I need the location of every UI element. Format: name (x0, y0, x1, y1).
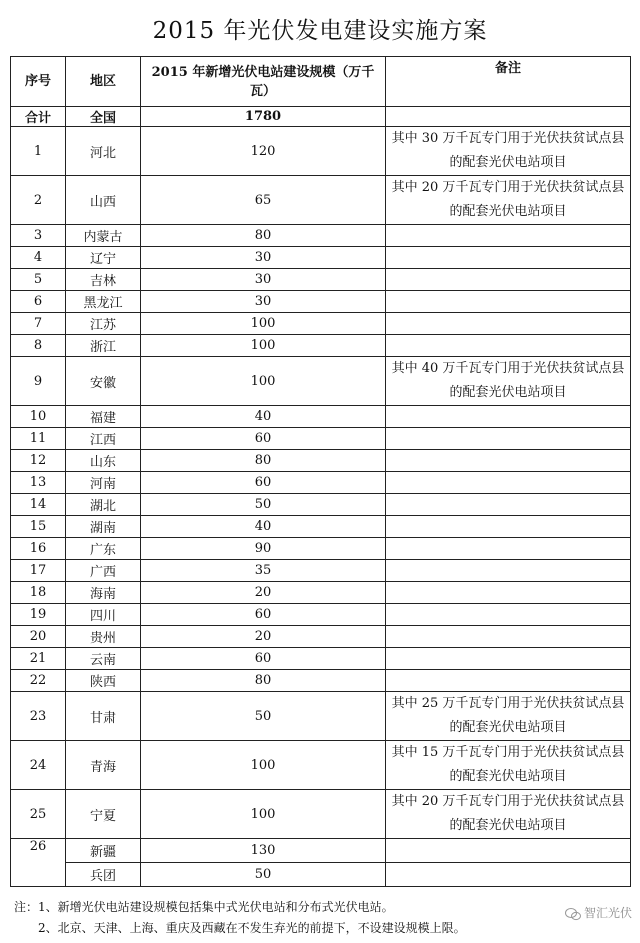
row-scale: 40 (141, 516, 386, 538)
table-row (11, 604, 631, 626)
total-row (11, 107, 631, 127)
table-row (11, 406, 631, 428)
row-note (386, 428, 631, 450)
row-note: 其中 15 万千瓦专门用于光伏扶贫试点县的配套光伏电站项目 (386, 741, 631, 790)
row-scale: 100 (141, 335, 386, 357)
row-seq: 11 (11, 428, 66, 450)
row-region: 贵州 (66, 626, 141, 648)
row-scale: 90 (141, 538, 386, 560)
row-note: 其中 30 万千瓦专门用于光伏扶贫试点县的配套光伏电站项目 (386, 127, 631, 176)
row-note: 其中 25 万千瓦专门用于光伏扶贫试点县的配套光伏电站项目 (386, 692, 631, 741)
row-scale: 50 (141, 692, 386, 741)
row-note: 其中 20 万千瓦专门用于光伏扶贫试点县的配套光伏电站项目 (386, 790, 631, 839)
header-region: 地区 (66, 57, 141, 107)
row-region: 浙江 (66, 335, 141, 357)
table-row (11, 692, 631, 741)
row-scale: 100 (141, 790, 386, 839)
row-seq: 6 (11, 291, 66, 313)
total-scale: 1780 (141, 107, 386, 127)
row-scale: 50 (141, 494, 386, 516)
table-row (11, 648, 631, 670)
row-region: 湖北 (66, 494, 141, 516)
plan-table (10, 56, 631, 887)
wechat-icon (565, 907, 581, 921)
row-region: 安徽 (66, 357, 141, 406)
row-note (386, 839, 631, 863)
watermark-text: 智汇光伏 (583, 906, 632, 920)
header-scale: 2015 年新增光伏电站建设规模（万千瓦） (141, 57, 386, 107)
row-region: 山西 (66, 176, 141, 225)
total-note (386, 107, 631, 127)
row-seq: 10 (11, 406, 66, 428)
row-note (386, 538, 631, 560)
row-note: 其中 20 万千瓦专门用于光伏扶贫试点县的配套光伏电站项目 (386, 176, 631, 225)
table-row (11, 269, 631, 291)
row-region: 陕西 (66, 670, 141, 692)
watermark (565, 904, 632, 921)
table-header-row (11, 57, 631, 107)
header-seq: 序号 (11, 57, 66, 107)
table-row (11, 247, 631, 269)
row-region: 海南 (66, 582, 141, 604)
table-row (11, 790, 631, 839)
row-scale: 130 (141, 839, 386, 863)
row-scale: 100 (141, 357, 386, 406)
row-scale: 35 (141, 560, 386, 582)
row-scale: 60 (141, 604, 386, 626)
row-seq: 5 (11, 269, 66, 291)
row-scale: 40 (141, 406, 386, 428)
row-seq: 3 (11, 225, 66, 247)
row-note (386, 406, 631, 428)
table-row (11, 741, 631, 790)
row-note (386, 560, 631, 582)
row-scale: 60 (141, 648, 386, 670)
row-seq: 18 (11, 582, 66, 604)
table-row (11, 357, 631, 406)
row-seq: 7 (11, 313, 66, 335)
row-note (386, 335, 631, 357)
row-scale: 120 (141, 127, 386, 176)
row-seq: 20 (11, 626, 66, 648)
row-note (386, 247, 631, 269)
table-row (11, 538, 631, 560)
row-scale: 30 (141, 247, 386, 269)
row-note (386, 648, 631, 670)
row-seq: 22 (11, 670, 66, 692)
row-scale: 20 (141, 582, 386, 604)
row-seq: 15 (11, 516, 66, 538)
row-seq: 19 (11, 604, 66, 626)
row-region: 新疆 (66, 839, 141, 863)
row-seq: 12 (11, 450, 66, 472)
row-scale: 30 (141, 269, 386, 291)
total-label: 合计 (11, 107, 66, 127)
row-scale: 100 (141, 741, 386, 790)
row-note (386, 604, 631, 626)
row-seq: 13 (11, 472, 66, 494)
table-row (11, 582, 631, 604)
row-seq: 26 (11, 839, 66, 887)
row-region: 广西 (66, 560, 141, 582)
row-note (386, 516, 631, 538)
row-region: 云南 (66, 648, 141, 670)
table-row (11, 494, 631, 516)
row-scale: 100 (141, 313, 386, 335)
table-row (11, 560, 631, 582)
row-scale: 80 (141, 225, 386, 247)
row-note (386, 313, 631, 335)
table-row (11, 626, 631, 648)
table-row (11, 670, 631, 692)
table-row (11, 428, 631, 450)
row-scale: 80 (141, 670, 386, 692)
table-row (11, 472, 631, 494)
row-scale: 60 (141, 472, 386, 494)
row-seq: 24 (11, 741, 66, 790)
row-seq: 17 (11, 560, 66, 582)
row-region: 广东 (66, 538, 141, 560)
row-seq: 1 (11, 127, 66, 176)
table-row (11, 313, 631, 335)
row-region: 福建 (66, 406, 141, 428)
row-region: 山东 (66, 450, 141, 472)
row-note (386, 626, 631, 648)
row-seq: 16 (11, 538, 66, 560)
row-note (386, 291, 631, 313)
row-note (386, 472, 631, 494)
row-scale: 80 (141, 450, 386, 472)
row-region: 兵团 (66, 863, 141, 887)
row-seq: 25 (11, 790, 66, 839)
row-region: 黑龙江 (66, 291, 141, 313)
row-note (386, 582, 631, 604)
total-region: 全国 (66, 107, 141, 127)
table-row (11, 335, 631, 357)
footnote-1: 注：1、新增光伏电站建设规模包括集中式光伏电站和分布式光伏电站。 (14, 900, 394, 914)
row-region: 吉林 (66, 269, 141, 291)
row-scale: 30 (141, 291, 386, 313)
row-seq: 21 (11, 648, 66, 670)
row-region: 宁夏 (66, 790, 141, 839)
row-region: 江西 (66, 428, 141, 450)
table-row (11, 127, 631, 176)
row-scale: 65 (141, 176, 386, 225)
table-row (11, 516, 631, 538)
row-region: 江苏 (66, 313, 141, 335)
row-region: 河北 (66, 127, 141, 176)
row-region: 辽宁 (66, 247, 141, 269)
row-region: 青海 (66, 741, 141, 790)
row-region: 河南 (66, 472, 141, 494)
table-row (11, 450, 631, 472)
row-note (386, 450, 631, 472)
row-region: 湖南 (66, 516, 141, 538)
table-row (11, 863, 631, 887)
row-note: 其中 40 万千瓦专门用于光伏扶贫试点县的配套光伏电站项目 (386, 357, 631, 406)
row-region: 四川 (66, 604, 141, 626)
table-row (11, 839, 631, 863)
row-note (386, 269, 631, 291)
row-seq: 4 (11, 247, 66, 269)
table-row (11, 291, 631, 313)
row-region: 内蒙古 (66, 225, 141, 247)
table-row (11, 225, 631, 247)
row-scale: 50 (141, 863, 386, 887)
row-region: 甘肃 (66, 692, 141, 741)
row-seq: 8 (11, 335, 66, 357)
row-note (386, 670, 631, 692)
row-note (386, 863, 631, 887)
row-scale: 20 (141, 626, 386, 648)
row-seq: 14 (11, 494, 66, 516)
row-scale: 60 (141, 428, 386, 450)
row-seq: 2 (11, 176, 66, 225)
row-note (386, 225, 631, 247)
row-seq: 23 (11, 692, 66, 741)
page-title: 2015 年光伏发电建设实施方案 (152, 18, 488, 44)
row-seq: 9 (11, 357, 66, 406)
row-note (386, 494, 631, 516)
table-row (11, 176, 631, 225)
header-notes: 备注 (386, 57, 631, 107)
footnote-2: 2、北京、天津、上海、重庆及西藏在不发生弃光的前提下，不设建设规模上限。 (14, 921, 466, 935)
